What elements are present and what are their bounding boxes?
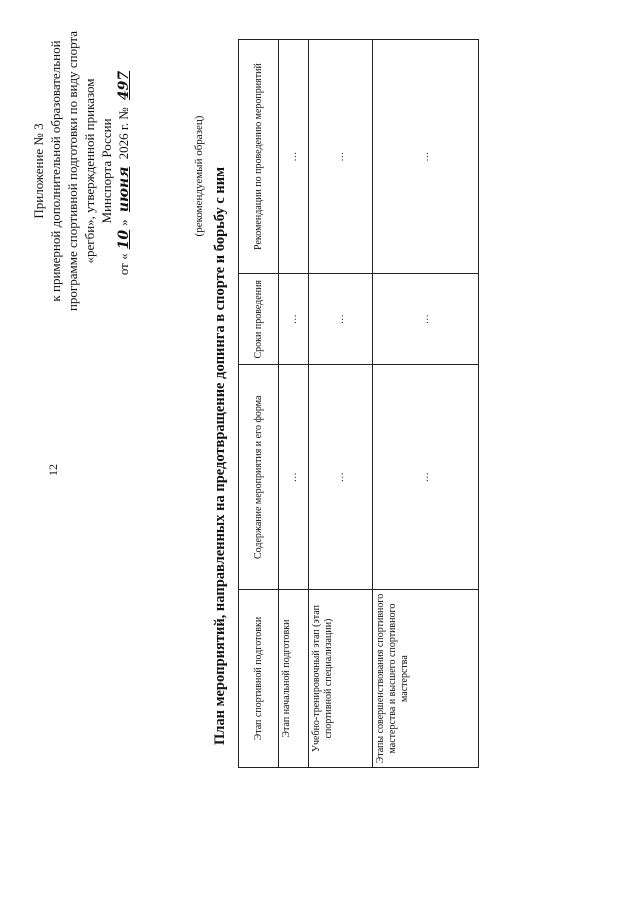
appendix-header	[30, 21, 133, 321]
header-line-approved: «регби», утвержденной приказом	[82, 78, 97, 264]
date-prefix: от «	[116, 253, 131, 276]
row-recommendations: …	[373, 40, 479, 274]
header-line-program: к примерной дополнительной образовательной	[48, 40, 63, 302]
handwritten-month: июня	[116, 166, 132, 213]
row-terms: …	[309, 274, 373, 365]
row-stage: Учебно-тренировочный этап (этап спортивной специализации)	[309, 590, 373, 768]
header-line-ministry: Минспорта России	[99, 118, 114, 224]
row-stage: Этап начальной подготовки	[279, 590, 309, 768]
row-recommendations: …	[279, 40, 309, 274]
header-date-line	[115, 21, 133, 321]
handwritten-day: 10	[116, 229, 132, 250]
document-title: План мероприятий, направленных на предотвращение допинга в спорте и борьбу с ним	[212, 166, 228, 746]
row-terms: …	[279, 274, 309, 365]
row-content: …	[373, 365, 479, 590]
row-recommendations: …	[309, 40, 373, 274]
recommended-sample-note: (рекомендуемый образец)	[193, 115, 205, 237]
row-terms: …	[373, 274, 479, 365]
header-line-appendix: Приложение № 3	[31, 123, 46, 219]
antidoping-plan-table	[238, 39, 479, 768]
page-number: 12	[46, 464, 60, 476]
row-content: …	[309, 365, 373, 590]
table-row	[373, 40, 479, 768]
header-stage: Этап спортивной подготовки	[239, 590, 279, 768]
table-header-row	[239, 40, 279, 768]
header-terms: Сроки проведения	[239, 274, 279, 365]
handwritten-order-number: 497	[116, 70, 132, 101]
row-stage: Этапы совершенствования спортивного мастерства и высшего спортивного мастерства	[373, 590, 479, 768]
table-row	[309, 40, 373, 768]
date-quote: »	[116, 219, 131, 226]
table-row	[279, 40, 309, 768]
header-recommendations: Рекомендации по проведению мероприятий	[239, 40, 279, 274]
header-line-sport: программе спортивной подготовки по виду спорта	[65, 30, 80, 312]
date-year: 2026 г. №	[116, 107, 131, 160]
row-content: …	[279, 365, 309, 590]
header-content: Содержание мероприятия и его форма	[239, 365, 279, 590]
